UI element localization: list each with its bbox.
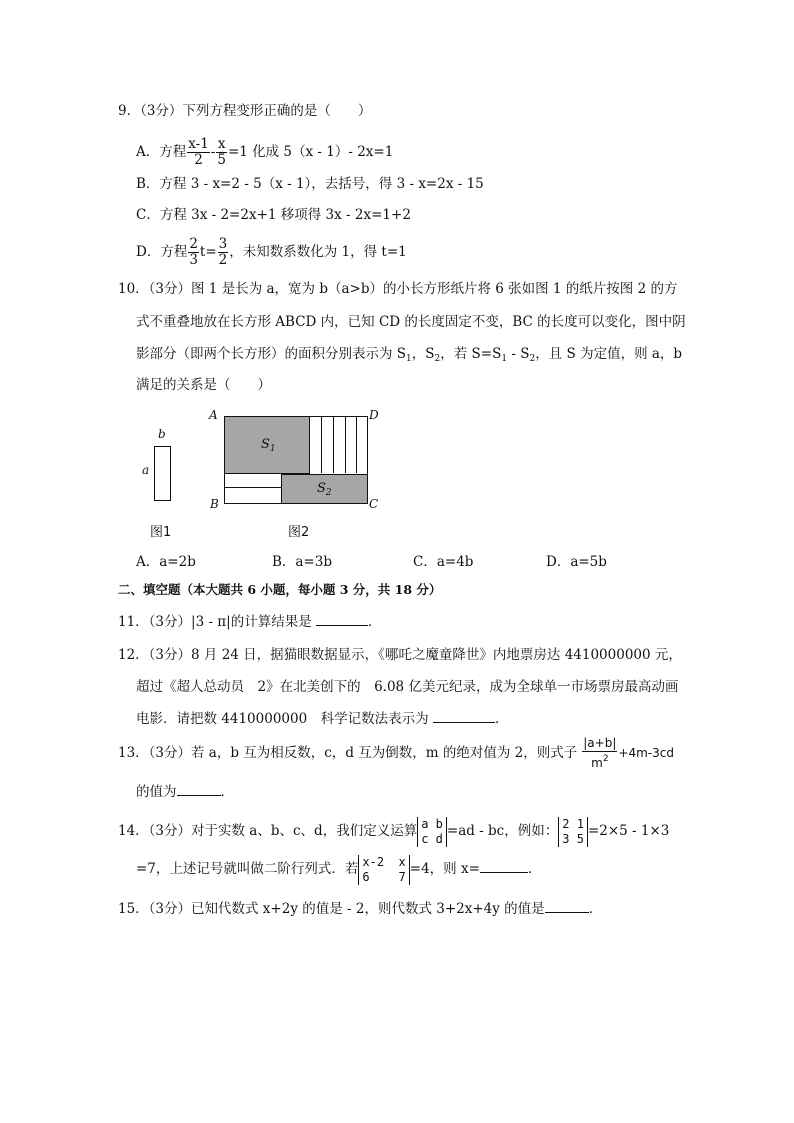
fraction: $\frac{x-1}{2}$ xyxy=(188,136,209,168)
rectangle-ABCD xyxy=(224,416,368,504)
answer-blank xyxy=(433,710,495,723)
q12-line2: 超过《超人总动员 2》在北美创下的 6.08 亿美元纪录，成为全球单一市场票房最高动画 xyxy=(136,679,679,695)
answer-blank xyxy=(316,613,368,626)
figure-2 xyxy=(206,405,396,545)
determinant: a b c d xyxy=(417,817,447,847)
q13-line2: 的值为 ． xyxy=(136,784,234,800)
fraction: $\frac{2}{3}$ xyxy=(189,236,198,268)
q9-stem: 9．（3分）下列方程变形正确的是（ ） xyxy=(118,103,372,119)
q10-option-b: B．a=3b xyxy=(272,554,333,570)
q10-line4: 满足的关系是（ ） xyxy=(136,377,271,393)
q10-option-c: C．a=4b xyxy=(413,554,474,570)
small-rectangle xyxy=(154,446,171,501)
q9-option-d: D．方程 $\frac{2}{3}$ t= $\frac{3}{2}$ ，未知数系数化为 1，得 t=1 xyxy=(136,236,407,268)
figure-1 xyxy=(136,420,196,540)
q10-line3: 影部分（即两个长方形）的面积分别表示为 $S_1$，$S_2$，若 $S=S_1 - S_2$，且 S 为定值，则 a，b xyxy=(136,346,683,364)
q15: 15．（3分）已知代数式 x+2y 的值是 - 2，则代数式 3+2x+4y 的值是 ． xyxy=(118,901,603,917)
label-B: B xyxy=(210,497,219,511)
answer-blank xyxy=(177,783,221,796)
section-2-heading: 二、填空题（本大题共 6 小题，每小题 3 分，共 18 分） xyxy=(118,582,442,597)
q14-line2: =7，上述记号就叫做二阶行列式．若 x-2 x 6 7 =4，则 x= ． xyxy=(136,854,542,884)
label-a: a xyxy=(142,463,150,477)
q10-option-a: A．a=2b xyxy=(136,554,196,570)
q9-option-c: C．方程 3x - 2=2x+1 移项得 3x - 2x=1+2 xyxy=(136,207,411,223)
q10-line2: 式不重叠地放在长方形 ABCD 内，已知 CD 的长度固定不变，BC 的长度可以变化，图中阴 xyxy=(136,314,686,330)
label-D: D xyxy=(369,408,379,422)
horizontal-strip-upper xyxy=(225,474,281,488)
q10-line1: 10．（3分）图 1 是长为 a，宽为 b（a>b）的小长方形纸片将 6 张如图 1 的纸片按图 2 的方 xyxy=(118,281,678,297)
determinant: x-2 x 6 7 xyxy=(358,855,409,885)
fraction: $\frac{x}{5}$ xyxy=(217,136,226,168)
label-b: b xyxy=(158,427,166,441)
figure-1-caption: 图1 xyxy=(150,525,172,540)
q12-line1: 12．（3分）8 月 24 日，据猫眼数据显示，《哪吒之魔童降世》内地票房达 4410000000 元， xyxy=(118,647,682,663)
label-A: A xyxy=(209,408,218,422)
q9-option-a: A．方程 $\frac{x-1}{2}$ - $\frac{x}{5}$ =1 化成 5（x - 1）- 2x=1 xyxy=(136,136,394,168)
q12-line3: 电影．请把数 4410000000 科学记数法表示为 ． xyxy=(136,711,509,727)
vertical-strips xyxy=(310,417,367,473)
answer-blank xyxy=(545,900,589,913)
answer-blank xyxy=(480,860,528,873)
fraction: $\frac{3}{2}$ xyxy=(218,236,228,268)
label-s2: $S_2$ xyxy=(317,481,332,498)
q14-line1: 14．（3分）对于实数 a、b、c、d，我们定义运算 a b c d =ad - bc，例如： 2 1 3 5 =2×5 - 1×3 xyxy=(118,816,670,846)
q11: 11．（3分）|3 - π|的计算结果是 ． xyxy=(118,614,382,630)
q10-option-d: D．a=5b xyxy=(546,554,607,570)
determinant: 2 1 3 5 xyxy=(558,817,588,847)
q13-line1: 13．（3分）若 a，b 互为相反数，c，d 互为倒数，m 的绝对值为 2，则式子 $\frac{|a+b|}{m^2}$ +4m-3cd xyxy=(118,736,674,770)
fraction: $\frac{|a+b|}{m^2}$ xyxy=(583,736,617,770)
label-s1: $S_1$ xyxy=(261,437,276,454)
q9-option-b: B．方程 3 - x=2 - 5（x - 1），去括号，得 3 - x=2x - 15 xyxy=(136,176,484,192)
figure-2-caption: 图2 xyxy=(288,525,310,540)
label-C: C xyxy=(369,497,379,511)
